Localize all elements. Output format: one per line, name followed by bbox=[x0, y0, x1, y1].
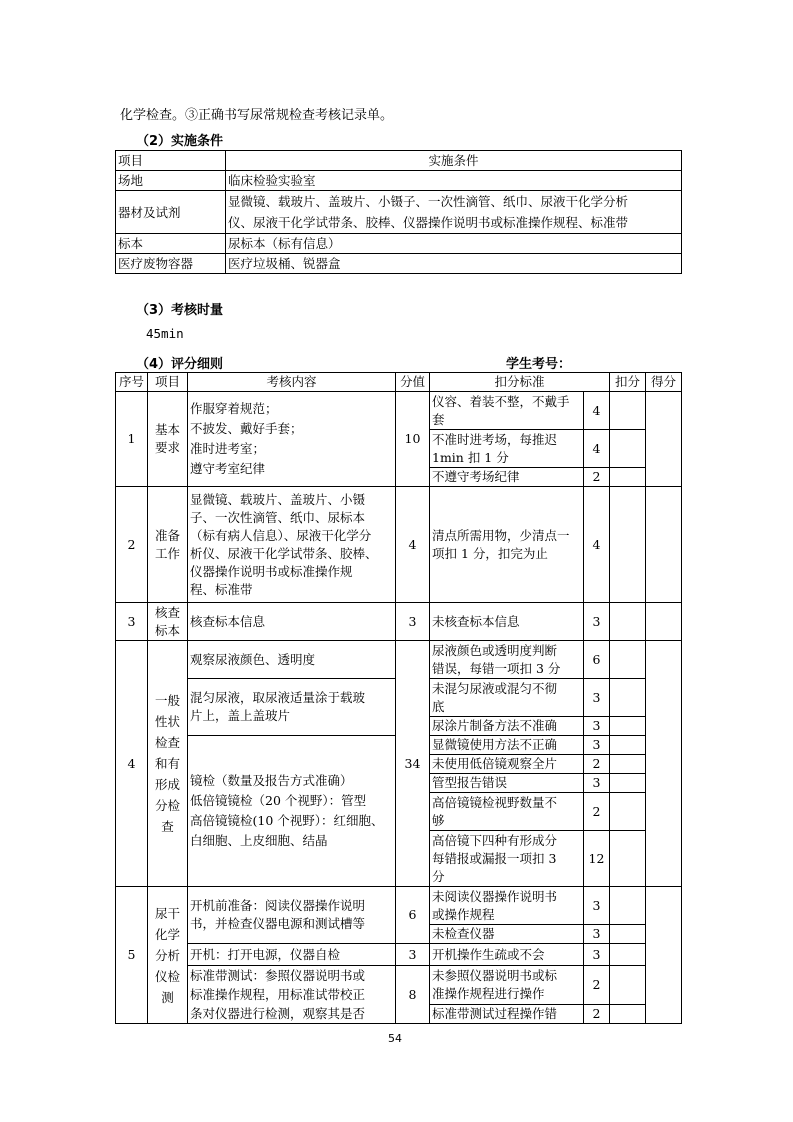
deduction-line: 未混匀尿液或混匀不彻 bbox=[432, 680, 558, 696]
deducted-cell[interactable] bbox=[610, 774, 646, 793]
table-row bbox=[116, 887, 682, 925]
deduction-points: 3 bbox=[584, 925, 610, 944]
deduction-line: 项扣 1 分，扣完为止 bbox=[432, 545, 548, 561]
deduction-rule: 未检查仪器 bbox=[430, 925, 584, 944]
row-content-line: （标有病人信息）、尿液干化学分 bbox=[190, 527, 372, 543]
row-item-line: 化学 bbox=[154, 926, 180, 942]
deduction-line: 套 bbox=[432, 411, 445, 427]
row-item-line: 分析 bbox=[154, 947, 180, 963]
deduction-line: 1min 扣 1 分 bbox=[432, 449, 509, 465]
row-item bbox=[148, 887, 188, 1024]
deduction-points: 2 bbox=[584, 793, 610, 831]
table-row bbox=[116, 254, 682, 274]
row-item bbox=[148, 487, 188, 603]
deduction-points: 12 bbox=[584, 831, 610, 887]
deduction-points: 6 bbox=[584, 641, 610, 679]
deduction-rule: 不遵守考场纪律 bbox=[430, 468, 584, 487]
row-item bbox=[148, 641, 188, 887]
deducted-cell[interactable] bbox=[610, 603, 646, 641]
row-no: 2 bbox=[116, 487, 148, 603]
deduction-line: 准操作规程进行操作 bbox=[432, 985, 545, 1001]
header-score: 分值 bbox=[396, 373, 430, 392]
deduction-rule: 显微镜使用方法不正确 bbox=[430, 736, 584, 755]
row-score: 4 bbox=[396, 487, 430, 603]
row-content bbox=[188, 887, 396, 944]
row-content: 开机：打开电源，仪器自检 bbox=[188, 944, 396, 966]
final-score-cell[interactable] bbox=[646, 603, 682, 641]
header-item: 项目 bbox=[148, 373, 188, 392]
deduction-points: 3 bbox=[584, 717, 610, 736]
deduction-points: 3 bbox=[584, 736, 610, 755]
row-item-line: 基本 bbox=[154, 422, 180, 437]
deducted-cell[interactable] bbox=[610, 717, 646, 736]
row-item-line: 形成 bbox=[154, 777, 180, 792]
condition-item: 医疗废物容器 bbox=[116, 254, 226, 274]
deducted-cell[interactable] bbox=[610, 1004, 646, 1023]
row-score: 8 bbox=[396, 966, 430, 1024]
row-score: 3 bbox=[396, 944, 430, 966]
deducted-cell[interactable] bbox=[610, 487, 646, 603]
deduction-points: 2 bbox=[584, 966, 610, 1005]
row-item-line: 工作 bbox=[154, 545, 180, 561]
row-score: 3 bbox=[396, 603, 430, 641]
row-content-line: 仪器操作说明书或标准操作规 bbox=[190, 563, 353, 579]
row-item-line: 核查 bbox=[154, 604, 180, 620]
table-row bbox=[116, 392, 682, 430]
deducted-cell[interactable] bbox=[610, 468, 646, 487]
deduction-rule bbox=[430, 641, 584, 679]
deduction-rule bbox=[430, 392, 584, 430]
row-content bbox=[188, 487, 396, 603]
student-id-label: 学生考号： bbox=[506, 357, 572, 372]
deduction-points: 4 bbox=[584, 430, 610, 468]
deduction-rule: 未核查标本信息 bbox=[430, 603, 584, 641]
condition-desc bbox=[226, 191, 682, 234]
deduction-line: 仪容、着装不整，不戴手 bbox=[432, 393, 570, 409]
header-content: 考核内容 bbox=[188, 373, 396, 392]
row-content-line: 开机前准备：阅读仪器操作说明 bbox=[190, 898, 366, 913]
row-content-line: 低倍镜镜检（20 个视野）：管型 bbox=[190, 793, 367, 808]
deduction-rule bbox=[430, 831, 584, 887]
deduction-rule bbox=[430, 793, 584, 831]
row-content-line: 遵守考室纪律 bbox=[190, 461, 266, 476]
row-content: 观察尿液颜色、透明度 bbox=[188, 641, 396, 679]
row-content-line: 混匀尿液，取尿液适量涂于载玻 bbox=[190, 690, 366, 705]
conditions-header-item: 项目 bbox=[116, 151, 226, 171]
deduction-rule bbox=[430, 487, 584, 603]
duration: 45min bbox=[146, 326, 184, 341]
row-item-line: 仪检 bbox=[154, 968, 180, 984]
deduction-line: 清点所需用物，少清点一 bbox=[432, 527, 570, 543]
condition-desc-line: 仪、尿液干化学试带条、胶棒、仪器操作说明书或标准操作规程、标准带 bbox=[228, 215, 629, 230]
deducted-cell[interactable] bbox=[610, 887, 646, 925]
deduction-rule bbox=[430, 966, 584, 1005]
row-score: 6 bbox=[396, 887, 430, 944]
conditions-table bbox=[115, 150, 682, 274]
deduction-line: 尿液颜色或透明度判断 bbox=[432, 642, 558, 658]
row-content-line: 标准操作规程，用标准试带校正 bbox=[190, 987, 366, 1002]
deduction-rule: 管型报告错误 bbox=[430, 774, 584, 793]
row-content-line: 不披发、戴好手套； bbox=[190, 421, 303, 436]
row-item-line: 查 bbox=[161, 819, 174, 834]
deduction-points: 4 bbox=[584, 487, 610, 603]
intro-line: 化学检查。③正确书写尿常规检查考核记录单。 bbox=[120, 108, 394, 123]
deduction-points: 3 bbox=[584, 679, 610, 717]
deduction-points: 3 bbox=[584, 603, 610, 641]
conditions-header-desc: 实施条件 bbox=[226, 151, 682, 171]
row-content-line: 作服穿着规范； bbox=[190, 401, 278, 416]
row-content: 核查标本信息 bbox=[188, 603, 396, 641]
page-number: 54 bbox=[388, 1032, 402, 1045]
table-row bbox=[116, 171, 682, 191]
row-no: 3 bbox=[116, 603, 148, 641]
deduction-line: 每错报或漏报一项扣 3 bbox=[432, 850, 557, 866]
section-3-title: （3）考核时量 bbox=[136, 303, 224, 318]
deduction-points: 2 bbox=[584, 755, 610, 774]
row-no: 5 bbox=[116, 887, 148, 1024]
row-content-line: 程、标准带 bbox=[190, 581, 253, 597]
row-content-line: 显微镜、载玻片、盖玻片、小镊 bbox=[190, 491, 366, 507]
row-content-line: 析仪、尿液干化学试带条、胶棒、 bbox=[190, 545, 378, 561]
deducted-cell[interactable] bbox=[610, 641, 646, 679]
final-score-cell[interactable] bbox=[646, 641, 682, 887]
deducted-cell[interactable] bbox=[610, 925, 646, 944]
final-score-cell[interactable] bbox=[646, 487, 682, 603]
row-item-line: 要求 bbox=[154, 440, 180, 455]
deduction-line: 够 bbox=[432, 812, 445, 828]
deducted-cell[interactable] bbox=[610, 966, 646, 1005]
row-content bbox=[188, 679, 396, 736]
row-content-line: 白细胞、上皮细胞、结晶 bbox=[190, 833, 328, 848]
deduction-rule bbox=[430, 679, 584, 717]
deduction-points: 3 bbox=[584, 887, 610, 925]
row-content bbox=[188, 392, 396, 487]
row-item-line: 分检 bbox=[154, 798, 180, 813]
header-final: 得分 bbox=[646, 373, 682, 392]
scoring-table bbox=[115, 372, 682, 1024]
deduction-line: 底 bbox=[432, 698, 445, 714]
final-score-cell[interactable] bbox=[646, 392, 682, 487]
table-row bbox=[116, 603, 682, 641]
deducted-cell[interactable] bbox=[610, 392, 646, 430]
condition-item: 器材及试剂 bbox=[116, 191, 226, 234]
deduction-points: 2 bbox=[584, 468, 610, 487]
header-deduction-rule: 扣分标准 bbox=[430, 373, 610, 392]
section-2-title: （2）实施条件 bbox=[136, 134, 224, 149]
header-no: 序号 bbox=[116, 373, 148, 392]
row-item-line: 准备 bbox=[154, 527, 180, 543]
deducted-cell[interactable] bbox=[610, 736, 646, 755]
deduction-line: 高倍镜镜检视野数量不 bbox=[432, 794, 558, 810]
row-item-line: 标本 bbox=[154, 622, 180, 638]
condition-desc: 医疗垃圾桶、锐器盒 bbox=[226, 254, 682, 274]
row-content-line: 子、一次性滴管、纸巾、尿标本 bbox=[190, 509, 366, 525]
row-no: 4 bbox=[116, 641, 148, 887]
table-row bbox=[116, 966, 682, 1005]
deducted-cell[interactable] bbox=[610, 755, 646, 774]
deduction-line: 高倍镜下四种有形成分 bbox=[432, 832, 558, 848]
row-item-line: 和有 bbox=[154, 756, 180, 771]
deduction-rule: 尿涂片制备方法不准确 bbox=[430, 717, 584, 736]
row-score: 34 bbox=[396, 641, 430, 887]
row-content-line: 镜检（数量及报告方式准确） bbox=[190, 773, 353, 788]
condition-desc-line: 显微镜、载玻片、盖玻片、小镊子、一次性滴管、纸巾、尿液干化学分析 bbox=[228, 194, 629, 209]
table-row bbox=[116, 944, 682, 966]
condition-item: 标本 bbox=[116, 234, 226, 254]
deducted-cell[interactable] bbox=[610, 944, 646, 966]
deduction-rule: 标准带测试过程操作错 bbox=[430, 1004, 584, 1023]
row-content-line: 标准带测试：参照仪器说明书或 bbox=[190, 968, 366, 983]
deduction-line: 未参照仪器说明书或标 bbox=[432, 967, 558, 983]
deduction-points: 3 bbox=[584, 944, 610, 966]
row-item-line: 一般 bbox=[154, 693, 180, 708]
condition-desc: 尿标本（标有信息） bbox=[226, 234, 682, 254]
final-score-cell[interactable] bbox=[646, 887, 682, 1024]
row-item-line: 尿干 bbox=[154, 905, 180, 921]
deduction-line: 分 bbox=[432, 868, 445, 884]
deduction-line: 错误，每错一项扣 3 分 bbox=[432, 660, 561, 676]
row-item bbox=[148, 392, 188, 487]
deduction-rule bbox=[430, 430, 584, 468]
deduction-points: 2 bbox=[584, 1004, 610, 1023]
deduction-line: 不准时进考场，每推迟 bbox=[432, 431, 558, 447]
deducted-cell[interactable] bbox=[610, 430, 646, 468]
header-deducted: 扣分 bbox=[610, 373, 646, 392]
section-4-title: （4）评分细则 bbox=[136, 357, 224, 372]
row-content-line: 高倍镜镜检(10 个视野）：红细胞、 bbox=[190, 813, 384, 828]
row-item bbox=[148, 603, 188, 641]
row-content-line: 条对仪器进行检测，观察其是否 bbox=[190, 1006, 366, 1021]
table-row bbox=[116, 487, 682, 603]
deduction-rule: 未使用低倍镜观察全片 bbox=[430, 755, 584, 774]
condition-item: 场地 bbox=[116, 171, 226, 191]
deducted-cell[interactable] bbox=[610, 679, 646, 717]
deducted-cell[interactable] bbox=[610, 793, 646, 831]
deduction-rule bbox=[430, 887, 584, 925]
row-item-line: 检查 bbox=[154, 735, 180, 750]
row-score: 10 bbox=[396, 392, 430, 487]
deducted-cell[interactable] bbox=[610, 831, 646, 887]
row-content-line: 准时进考室； bbox=[190, 441, 266, 456]
deduction-points: 4 bbox=[584, 392, 610, 430]
row-content-line: 片上，盖上盖玻片 bbox=[190, 708, 291, 723]
row-content bbox=[188, 966, 396, 1024]
deduction-rule: 开机操作生疏或不会 bbox=[430, 944, 584, 966]
table-row bbox=[116, 641, 682, 679]
table-row bbox=[116, 191, 682, 234]
conditions-header-row bbox=[116, 151, 682, 171]
row-item-line: 性状 bbox=[154, 714, 180, 729]
condition-desc: 临床检验实验室 bbox=[226, 171, 682, 191]
deduction-line: 未阅读仪器操作说明书 bbox=[432, 888, 558, 904]
row-no: 1 bbox=[116, 392, 148, 487]
row-content bbox=[188, 736, 396, 887]
deduction-points: 3 bbox=[584, 774, 610, 793]
row-item-line: 测 bbox=[161, 989, 174, 1005]
scoring-header-row bbox=[116, 373, 682, 392]
table-row bbox=[116, 234, 682, 254]
deduction-line: 或操作规程 bbox=[432, 906, 495, 922]
row-content-line: 书，并检查仪器电源和测试槽等 bbox=[190, 916, 366, 931]
